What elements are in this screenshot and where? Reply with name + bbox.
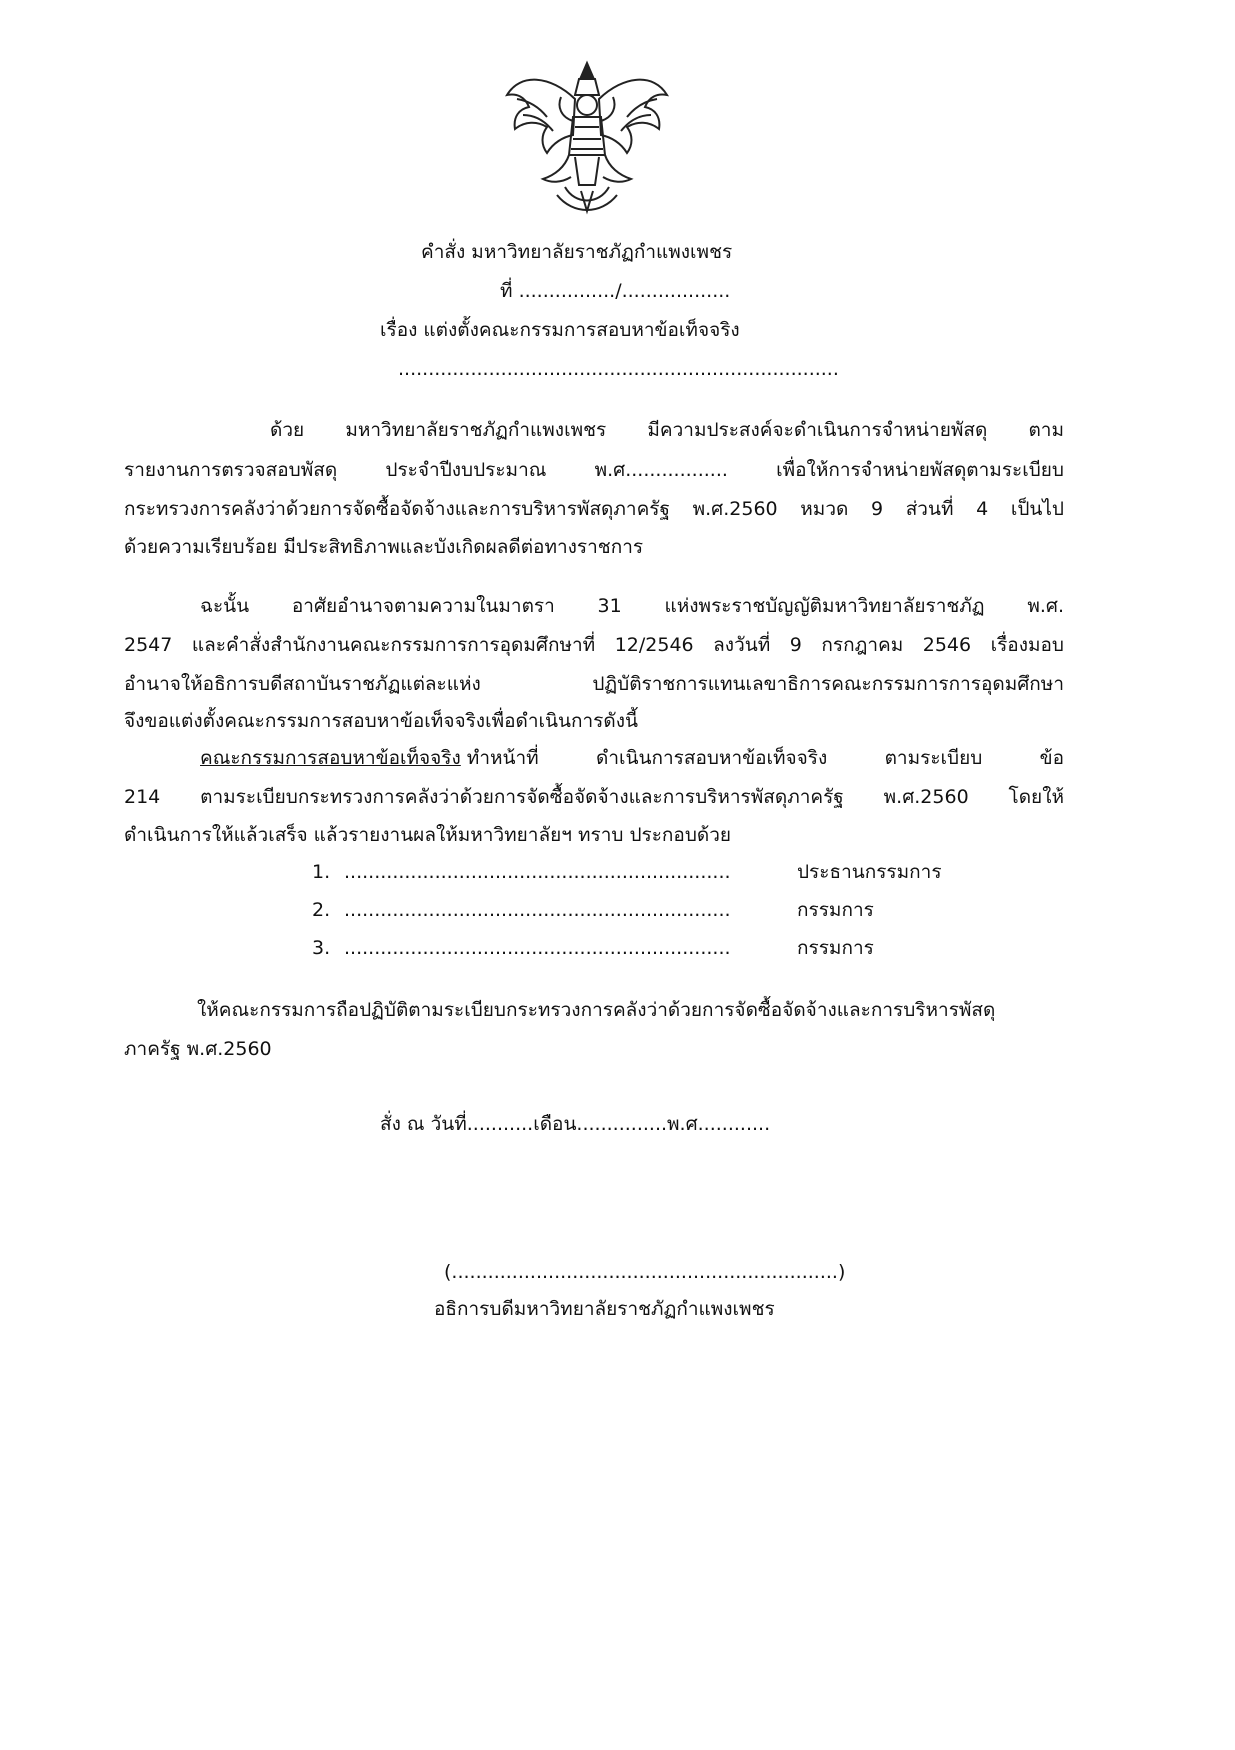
signature-name-line: (................................................................) (444, 1261, 846, 1283)
para2-line2: 2547 และคำสั่งสำนักงานคณะกรรมการการอุดมศึกษาที่ 12/2546 ลงวันที่ 9 กรกฎาคม 2546 เรื่องมอบ (124, 634, 1064, 656)
member-1-name: ................................................................ (344, 861, 731, 883)
committee-name-underlined: คณะกรรมการสอบหาข้อเท็จจริง (200, 747, 461, 769)
signature-position: อธิการบดีมหาวิทยาลัยราชภัฏกำแพงเพชร (434, 1298, 775, 1320)
para1-line2: รายงานการตรวจสอบพัสดุ ประจำปีงบประมาณ พ.ศ................. เพื่อให้การจำหน่ายพัสดุตามระเบียบ (124, 459, 1064, 481)
para1-line1: ด้วย มหาวิทยาลัยราชภัฏกำแพงเพชร มีความประสงค์จะดำเนินการจำหน่ายพัสดุ ตาม (270, 419, 1064, 441)
para3-line3: ดำเนินการให้แล้วเสร็จ แล้วรายงานผลให้มหาวิทยาลัยฯ ทราบ ประกอบด้วย (124, 824, 732, 846)
member-3-number: 3. (312, 937, 331, 959)
para4-line1: ให้คณะกรรมการถือปฏิบัติตามระเบียบกระทรวงการคลังว่าด้วยการจัดซื้อจัดจ้างและการบริหารพัสดุ (197, 999, 996, 1021)
para1-line3: กระทรวงการคลังว่าด้วยการจัดซื้อจัดจ้างและการบริหารพัสดุภาครัฐ พ.ศ.2560 หมวด 9 ส่วนที่ 4 เป็นไป (124, 498, 1064, 520)
order-title: คำสั่ง มหาวิทยาลัยราชภัฏกำแพงเพชร (421, 241, 733, 263)
subject-line: เรื่อง แต่งตั้งคณะกรรมการสอบหาข้อเท็จจริง (380, 319, 740, 341)
member-1-role: ประธานกรรมการ (797, 861, 942, 883)
member-2-name: ................................................................ (344, 899, 731, 921)
para2-line3: อำนาจให้อธิการบดีสถาบันราชภัฏแต่ละแห่ง ปฏิบัติราชการแทนเลขาธิการคณะกรรมการการอุดมศึกษา (124, 673, 1064, 695)
date-line: สั่ง ณ วันที่...........เดือน...............พ.ศ............ (380, 1113, 771, 1135)
member-3-role: กรรมการ (797, 937, 874, 959)
member-3-name: ................................................................ (344, 937, 731, 959)
para3-line1 (200, 746, 1064, 770)
member-2-number: 2. (312, 899, 331, 921)
order-number-line: ที่ ................/.................. (500, 280, 731, 302)
para3-line2: 214 ตามระเบียบกระทรวงการคลังว่าด้วยการจัดซื้อจัดจ้างและการบริหารพัสดุภาครัฐ พ.ศ.2560 โดยให้ (124, 786, 1064, 808)
para2-line1: ฉะนั้น อาศัยอำนาจตามความในมาตรา 31 แห่งพระราชบัญญัติมหาวิทยาลัยราชภัฏ พ.ศ. (200, 595, 1064, 617)
header-separator: ......................................................................... (398, 358, 839, 380)
member-1-number: 1. (312, 861, 331, 883)
para3-line1-rest: ทำหน้าที่ ดำเนินการสอบหาข้อเท็จจริง ตามระเบียบ ข้อ (466, 747, 1064, 769)
member-2-role: กรรมการ (797, 899, 874, 921)
para1-line4: ด้วยความเรียบร้อย มีประสิทธิภาพและบังเกิดผลดีต่อทางราชการ (124, 536, 644, 558)
para2-line4: จึงขอแต่งตั้งคณะกรรมการสอบหาข้อเท็จจริงเพื่อดำเนินการดังนี้ (124, 710, 638, 732)
para4-line2: ภาครัฐ พ.ศ.2560 (124, 1038, 272, 1060)
garuda-emblem-icon (495, 55, 680, 220)
